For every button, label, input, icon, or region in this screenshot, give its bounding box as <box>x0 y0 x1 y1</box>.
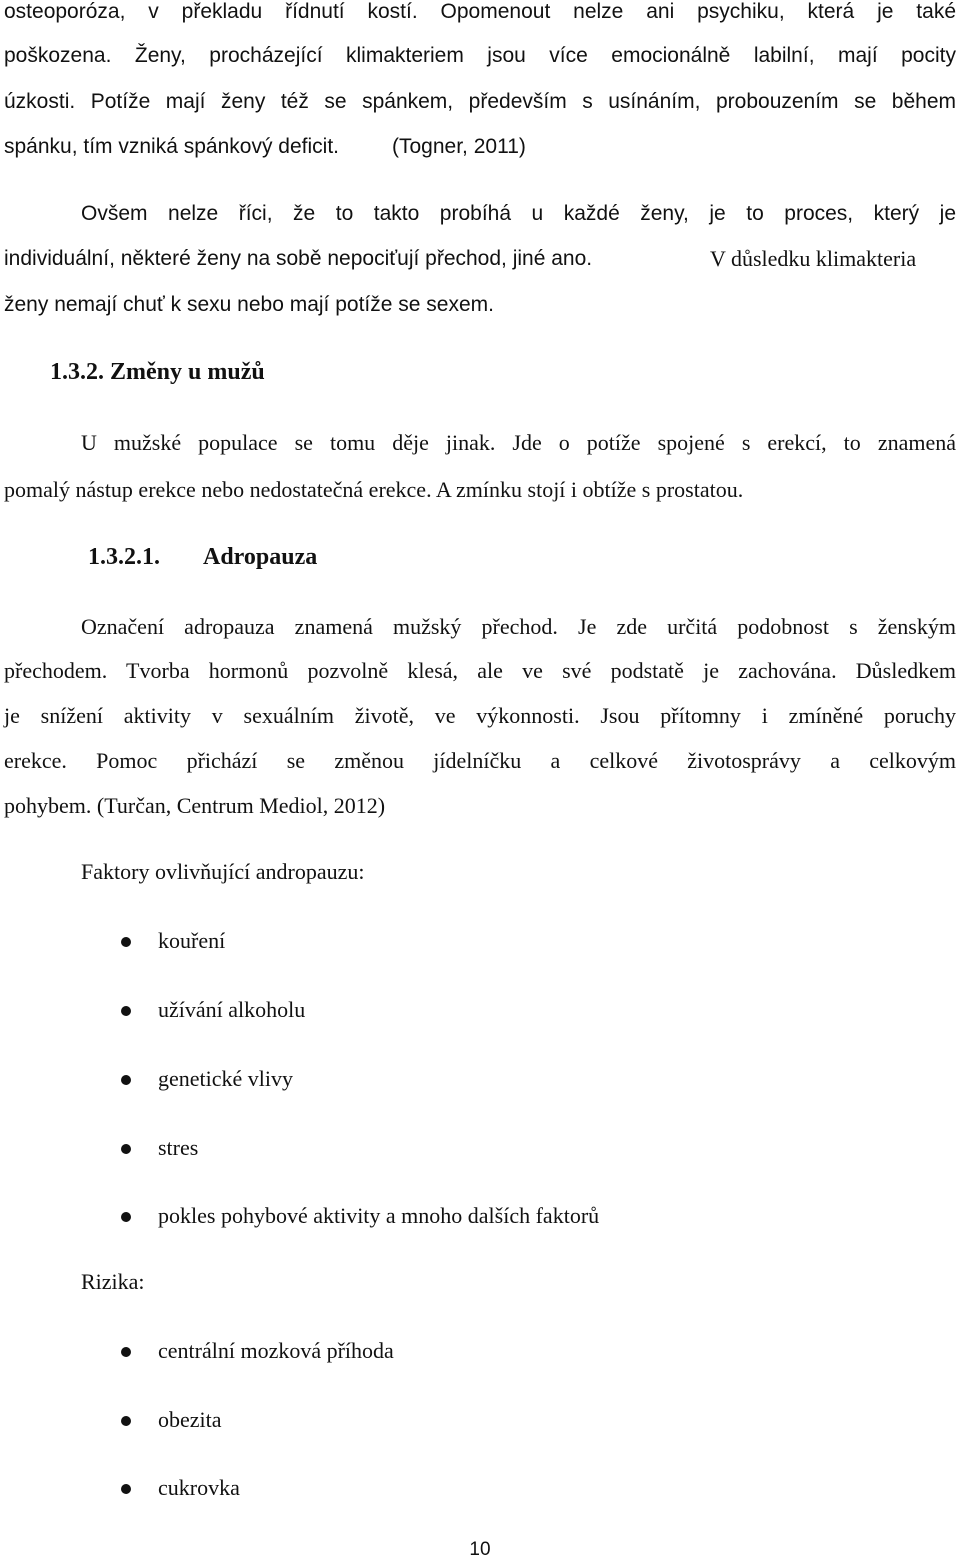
paragraph-line: přechodem. Tvorba hormonů pozvolně klesá, ale ve své podstatě je zachována. Důsledkem <box>4 658 956 683</box>
subsection-title: Adropauza <box>203 544 318 570</box>
paragraph-line: pomalý nástup erekce nebo nedostatečná erekce. A zmínku stojí i obtíže s prostatou. <box>4 477 744 502</box>
paragraph-line: poškozena. Ženy, procházející klimakteriem jsou více emocionálně labilní, mají pocity <box>4 44 956 67</box>
bullet-icon <box>121 1075 131 1085</box>
bullet-icon <box>121 1347 131 1357</box>
paragraph-line: pohybem. (Turčan, Centrum Mediol, 2012) <box>4 793 386 818</box>
citation: (Togner, 2011) <box>392 135 526 158</box>
paragraph-line: V důsledku klimakteria <box>710 246 917 271</box>
paragraph-line: osteoporóza, v překladu řídnutí kostí. Opomenout nelze ani psychiku, která je také <box>4 0 956 23</box>
bullet-icon <box>121 1144 131 1154</box>
subsection-number: 1.3.2.1. <box>88 544 160 570</box>
paragraph-line: Označení adropauza znamená mužský přechod. Je zde určitá podobnost s ženským <box>81 614 956 639</box>
bullet-icon <box>121 937 131 947</box>
list-item: stres <box>158 1135 199 1160</box>
list-item: cukrovka <box>158 1475 240 1500</box>
bullet-icon <box>121 1484 131 1494</box>
paragraph-line: úzkosti. Potíže mají ženy též se spánkem, především s usínáním, probouzením se během <box>4 90 956 113</box>
list-item: centrální mozková příhoda <box>158 1338 394 1363</box>
factors-label: Faktory ovlivňující andropauzu: <box>81 859 365 884</box>
page-number: 10 <box>469 1539 491 1560</box>
risks-label: Rizika: <box>81 1269 145 1294</box>
list-item: kouření <box>158 928 226 953</box>
list-item: obezita <box>158 1407 222 1432</box>
bullet-icon <box>121 1212 131 1222</box>
list-item: užívání alkoholu <box>158 997 306 1022</box>
paragraph-line: je snížení aktivity v sexuálním životě, ve výkonnosti. Jsou přítomny i zmíněné poruchy <box>4 703 956 728</box>
bullet-icon <box>121 1006 131 1016</box>
paragraph-line: ženy nemají chuť k sexu nebo mají potíže se sexem. <box>4 293 494 316</box>
list-item: pokles pohybové aktivity a mnoho dalších faktorů <box>158 1203 600 1228</box>
paragraph-line: Ovšem nelze říci, že to takto probíhá u každé ženy, je to proces, který je <box>81 202 956 225</box>
list-item: genetické vlivy <box>158 1066 294 1091</box>
paragraph-line: spánku, tím vzniká spánkový deficit. <box>4 135 339 158</box>
paragraph-line: individuální, některé ženy na sobě nepociťují přechod, jiné ano. <box>4 247 593 270</box>
section-heading: 1.3.2. Změny u mužů <box>50 359 265 385</box>
paragraph-line: U mužské populace se tomu děje jinak. Jde o potíže spojené s erekcí, to znamená <box>81 430 956 455</box>
bullet-icon <box>121 1416 131 1426</box>
paragraph-line: erekce. Pomoc přichází se změnou jídelníčku a celkové životosprávy a celkovým <box>4 748 956 773</box>
